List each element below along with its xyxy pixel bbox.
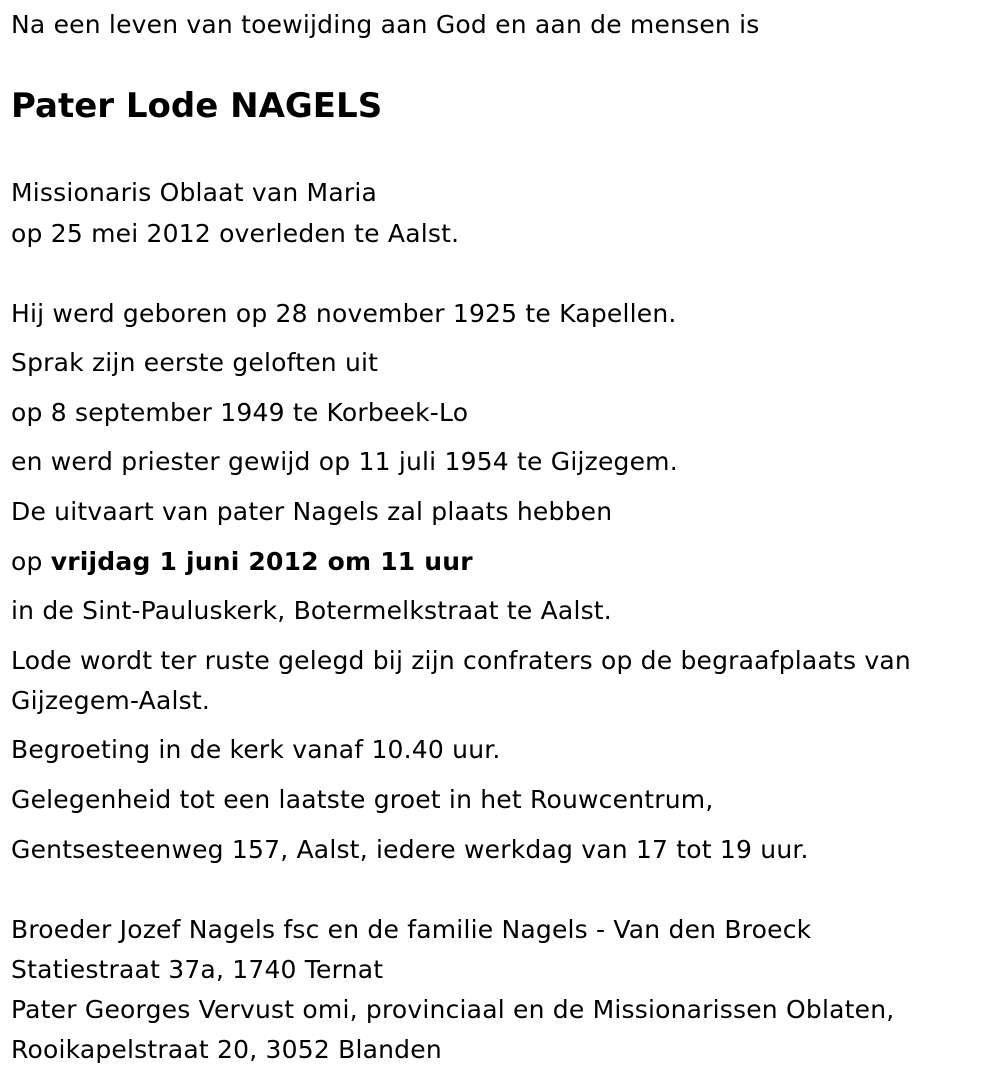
role-line: Missionaris Oblaat van Maria bbox=[11, 178, 377, 207]
family-line-2: Statiestraat 37a, 1740 Ternat bbox=[11, 955, 384, 984]
death-line: op 25 mei 2012 overleden te Aalst. bbox=[11, 219, 460, 248]
farewell-line-1: Gelegenheid tot een laatste groet in het Rouwcentrum, bbox=[11, 785, 714, 814]
funeral-intro-line: De uitvaart van pater Nagels zal plaats hebben bbox=[11, 497, 613, 526]
vows-line-1: Sprak zijn eerste geloften uit bbox=[11, 348, 379, 377]
farewell-line-2: Gentsesteenweg 157, Aalst, iedere werkdag van 17 tot 19 uur. bbox=[11, 835, 809, 864]
deceased-name: Pater Lode NAGELS bbox=[11, 86, 383, 126]
greeting-line: Begroeting in de kerk vanaf 10.40 uur. bbox=[11, 735, 501, 764]
burial-line-1: Lode wordt ter ruste gelegd bij zijn confraters op de begraafplaats van bbox=[11, 646, 911, 675]
funeral-date-line bbox=[11, 542, 473, 582]
ordination-line: en werd priester gewijd op 11 juli 1954 te Gijzegem. bbox=[11, 447, 678, 476]
funeral-date: vrijdag 1 juni 2012 om 11 uur bbox=[50, 547, 473, 576]
burial-line-2: Gijzegem-Aalst. bbox=[11, 686, 210, 715]
birth-line: Hij werd geboren op 28 november 1925 te Kapellen. bbox=[11, 299, 677, 328]
funeral-place-line: in de Sint-Pauluskerk, Botermelkstraat te Aalst. bbox=[11, 596, 612, 625]
intro-line: Na een leven van toewijding aan God en aan de mensen is bbox=[11, 10, 760, 39]
family-line-3: Pater Georges Vervust omi, provinciaal en de Missionarissen Oblaten, bbox=[11, 995, 895, 1024]
vows-line-2: op 8 september 1949 te Korbeek-Lo bbox=[11, 398, 469, 427]
funeral-date-prefix: op bbox=[11, 547, 43, 576]
family-line-4: Rooikapelstraat 20, 3052 Blanden bbox=[11, 1035, 442, 1064]
family-line-1: Broeder Jozef Nagels fsc en de familie Nagels - Van den Broeck bbox=[11, 915, 812, 944]
